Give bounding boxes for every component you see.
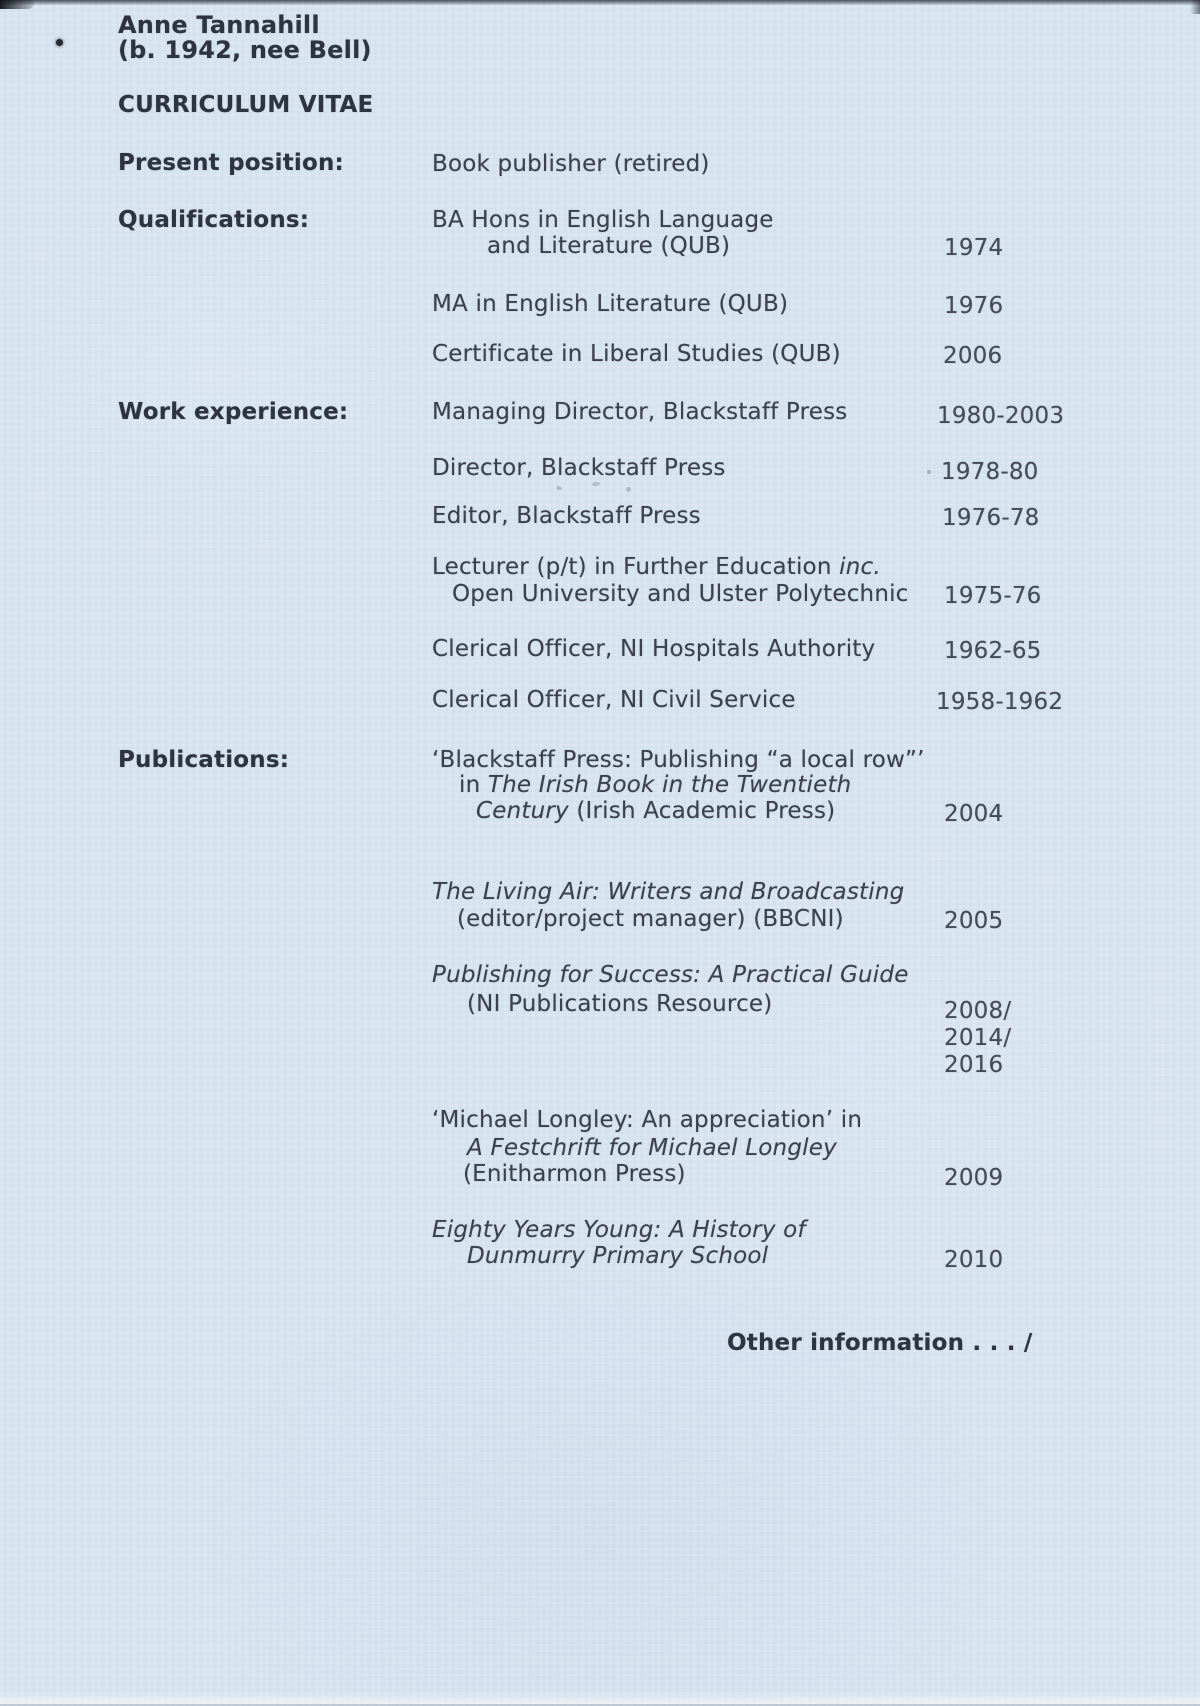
publication-title: ‘Blackstaff Press: Publishing “a local row”’ — [432, 747, 925, 773]
publication-year: 2014/ — [944, 1025, 1012, 1051]
person-name: Anne Tannahill — [118, 11, 320, 39]
publication-year: 2005 — [944, 908, 1004, 934]
label-work-experience: Work experience: — [118, 399, 349, 425]
job-title-roman: Lecturer (p/t) in Further Education — [432, 554, 840, 580]
job-years: 1958-1962 — [936, 689, 1064, 715]
publication-title-continuation — [459, 772, 851, 799]
publication-title-continuation: A Festchrift for Michael Longley — [467, 1135, 837, 1161]
qualification-line: Certificate in Liberal Studies (QUB) — [432, 341, 841, 367]
person-birth: (b. 1942, nee Bell) — [118, 36, 372, 64]
qualification-line: MA in English Literature (QUB) — [432, 291, 789, 317]
publication-title-continuation — [476, 798, 835, 825]
publication-roman: (Irish Academic Press) — [568, 798, 836, 824]
label-present-position: Present position: — [118, 150, 344, 176]
scan-smudge — [927, 470, 931, 474]
publication-italic: The Irish Book in the Twentieth — [487, 772, 852, 798]
qualification-year: 1974 — [944, 235, 1004, 261]
publication-year: 2008/ — [944, 998, 1012, 1024]
job-years: 1975-76 — [944, 583, 1042, 609]
label-publications: Publications: — [118, 747, 290, 773]
label-qualifications: Qualifications: — [118, 207, 310, 233]
scanner-corner-mark-top-left — [0, 0, 34, 9]
publication-title-continuation: (NI Publications Resource) — [467, 991, 773, 1017]
publication-title: ‘Michael Longley: An appreciation’ in — [432, 1107, 863, 1133]
publication-title: Publishing for Success: A Practical Guide — [432, 962, 909, 988]
job-years: 1978-80 — [941, 459, 1039, 485]
publication-italic: Century — [476, 798, 569, 824]
present-position-value: Book publisher (retired) — [432, 151, 710, 177]
job-title-italic: inc. — [839, 554, 881, 580]
publication-publisher: (Enitharmon Press) — [463, 1161, 686, 1187]
scanner-edge-bottom — [0, 1691, 1200, 1706]
job-title: Editor, Blackstaff Press — [432, 503, 701, 529]
publication-title-continuation: (editor/project manager) (BBCNI) — [457, 906, 844, 932]
scan-smudge — [626, 487, 631, 492]
publication-year: 2016 — [944, 1052, 1004, 1078]
other-information-note: Other information . . . / — [727, 1330, 1033, 1356]
document-title: CURRICULUM VITAE — [118, 92, 374, 118]
publication-title: Eighty Years Young: A History of — [432, 1217, 806, 1243]
publication-roman: in — [459, 772, 488, 798]
job-years: 1962-65 — [944, 638, 1042, 664]
qualification-line: BA Hons in English Language — [432, 207, 774, 233]
scanner-corner-mark-top-right — [1190, 0, 1200, 14]
publication-year: 2009 — [944, 1165, 1004, 1191]
scanner-edge-top — [0, 0, 1200, 5]
scan-smudge — [592, 481, 601, 486]
qualification-year: 2006 — [943, 343, 1003, 369]
job-title: Managing Director, Blackstaff Press — [432, 399, 848, 425]
job-title: Clerical Officer, NI Hospitals Authority — [432, 636, 876, 662]
publication-title: The Living Air: Writers and Broadcasting — [432, 879, 905, 905]
qualification-year: 1976 — [944, 293, 1004, 319]
job-title — [432, 554, 881, 581]
job-title: Director, Blackstaff Press — [432, 455, 726, 481]
job-years: 1980-2003 — [937, 403, 1065, 429]
job-title-continuation: Open University and Ulster Polytechnic — [452, 581, 909, 607]
publication-year: 2010 — [944, 1247, 1004, 1273]
job-years: 1976-78 — [942, 505, 1040, 531]
job-title: Clerical Officer, NI Civil Service — [432, 687, 796, 713]
qualification-line: and Literature (QUB) — [487, 233, 731, 259]
scan-smudge — [556, 485, 563, 491]
ink-speck — [56, 39, 63, 46]
publication-year: 2004 — [944, 801, 1004, 827]
publication-title-continuation: Dunmurry Primary School — [467, 1243, 769, 1269]
